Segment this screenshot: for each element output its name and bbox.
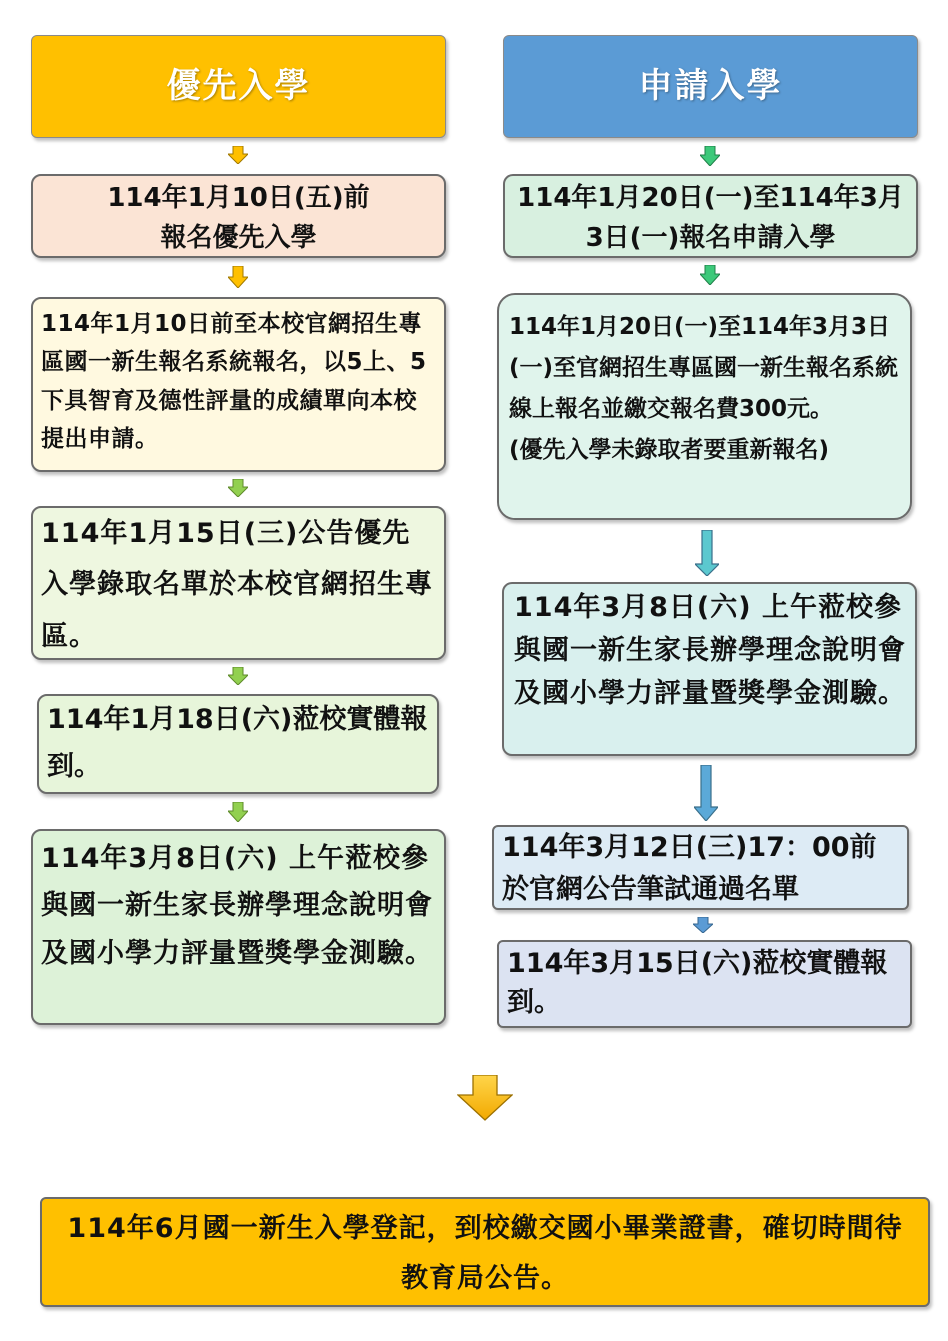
arrow-down-icon xyxy=(457,1075,513,1121)
right-step-5: 114年3月15日(六)蒞校實體報到。 xyxy=(497,940,912,1028)
arrow-down-icon xyxy=(700,146,720,166)
left-step-2: 114年1月10日前至本校官網招生專區國一新生報名系統報名，以5上、5下具智育及德性評量的成績單向本校提出申請。 xyxy=(31,297,446,472)
application-admission-header: 申請入學 xyxy=(503,35,918,138)
right-step-1: 114年1月20日(一)至114年3月3日(一)報名申請入學 xyxy=(503,174,918,258)
left-step-4: 114年1月18日(六)蒞校實體報到。 xyxy=(37,694,439,794)
arrow-down-icon xyxy=(694,765,718,821)
right-step-4: 114年3月12日(三)17：00前 於官網公告筆試通過名單 xyxy=(492,825,909,910)
left-step-5: 114年3月8日(六) 上午蒞校參與國一新生家長辦學理念說明會及國小學力評量暨獎學金測驗。 xyxy=(31,829,446,1025)
arrow-down-icon xyxy=(693,917,713,933)
final-enrollment-notice: 114年6月國一新生入學登記，到校繳交國小畢業證書，確切時間待教育局公告。 xyxy=(40,1197,930,1307)
arrow-down-icon xyxy=(228,479,248,497)
arrow-down-icon xyxy=(228,266,248,288)
arrow-down-icon xyxy=(228,146,248,164)
left-step-3: 114年1月15日(三)公告優先入學錄取名單於本校官網招生專區。 xyxy=(31,506,446,660)
arrow-down-icon xyxy=(700,265,720,285)
right-step-3: 114年3月8日(六) 上午蒞校參與國一新生家長辦學理念說明會及國小學力評量暨獎學金測驗。 xyxy=(502,582,917,756)
left-step-1: 114年1月10日(五)前 報名優先入學 xyxy=(31,174,446,258)
priority-admission-header: 優先入學 xyxy=(31,35,446,138)
right-step-2: 114年1月20日(一)至114年3月3日(一)至官網招生專區國一新生報名系統線上報名並繳交報名費300元。 (優先入學未錄取者要重新報名) xyxy=(497,293,912,520)
arrow-down-icon xyxy=(695,530,719,576)
arrow-down-icon xyxy=(228,802,248,822)
arrow-down-icon xyxy=(228,667,248,685)
